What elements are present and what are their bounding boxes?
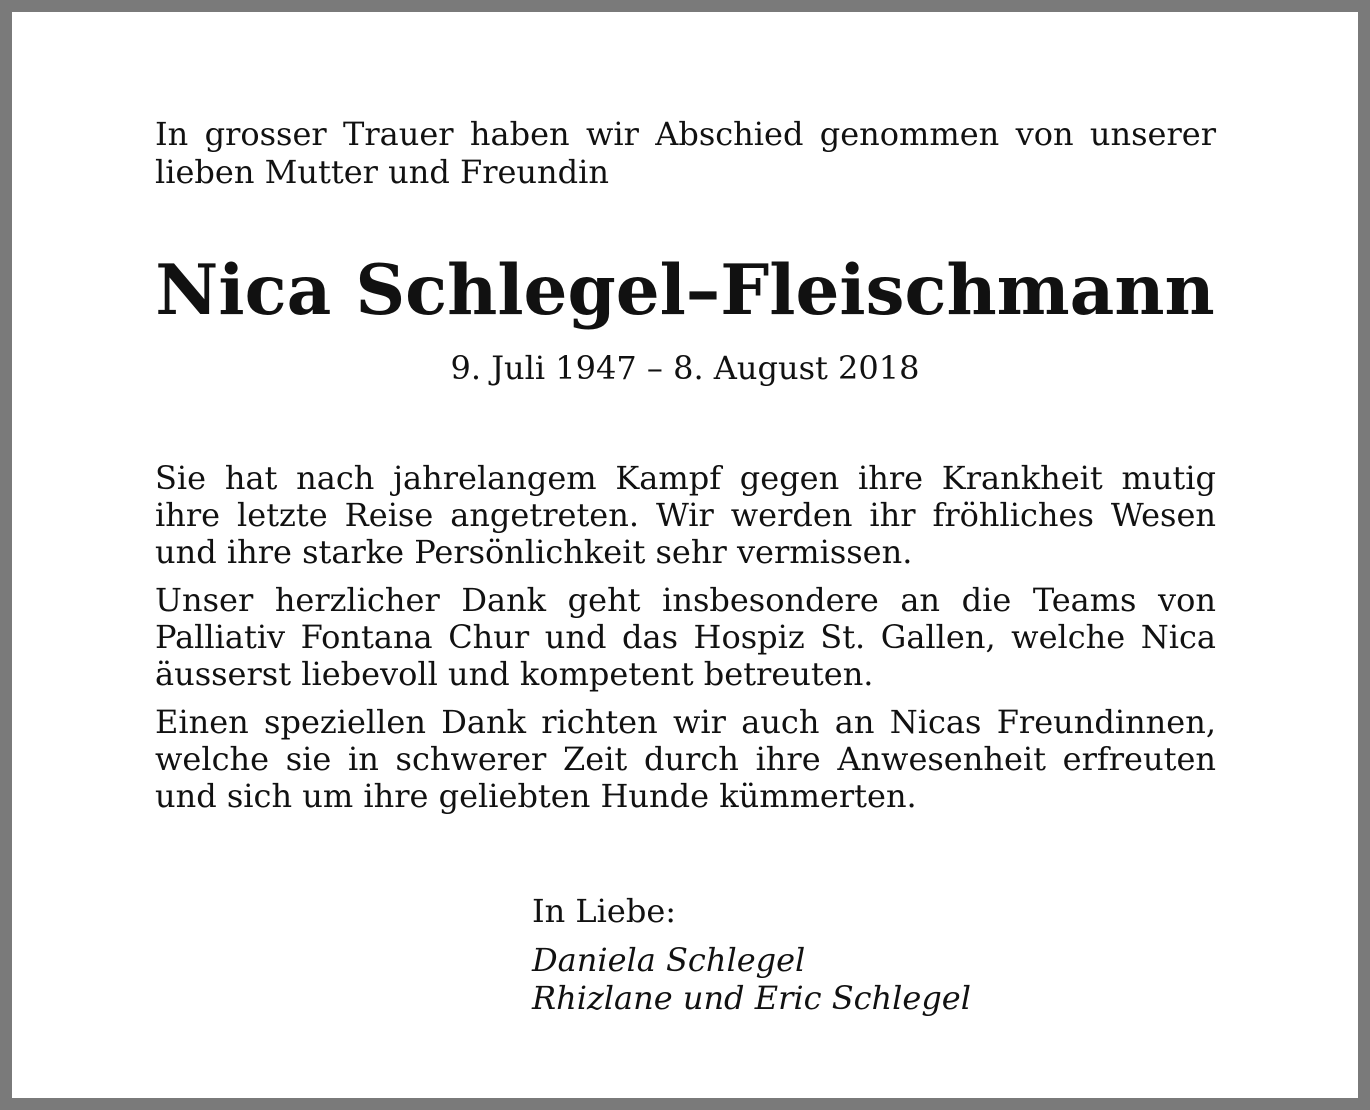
obituary-notice [12, 12, 1358, 1098]
closing-block [532, 891, 1132, 1017]
closing-label: In Liebe: [532, 892, 677, 930]
life-dates: 9. Juli 1947 – 8. August 2018 [450, 349, 920, 387]
paragraph-thanks-friends: Einen speziellen Dank richten wir auch an Nicas Freundinnen, welche sie in schwerer Zeit durch ihre Anwesenheit erfreuten und sich um ihre geliebten Hunde kümmerten. [155, 703, 1216, 815]
deceased-name: Nica Schlegel–Fleischmann [155, 250, 1215, 331]
notice-body [155, 460, 1216, 826]
signatory-daniela: Daniela Schlegel [532, 941, 806, 979]
paragraph-thanks-teams: Unser herzlicher Dank geht insbesondere an die Teams von Palliativ Fontana Chur und das Hospiz St. Gallen, welche Nica äusserst liebevoll und kompetent betreuten. [155, 581, 1216, 693]
intro-text: In grosser Trauer haben wir Abschied genommen von unserer lieben Mutter und Freundin [155, 115, 1216, 191]
paragraph-farewell: Sie hat nach jahrelangem Kampf gegen ihre Krankheit mutig ihre letzte Reise angetreten. Wir werden ihr fröhliches Wesen und ihre starke Persönlichkeit sehr vermissen. [155, 459, 1216, 571]
signatory-rhizlane-eric: Rhizlane und Eric Schlegel [532, 979, 971, 1017]
